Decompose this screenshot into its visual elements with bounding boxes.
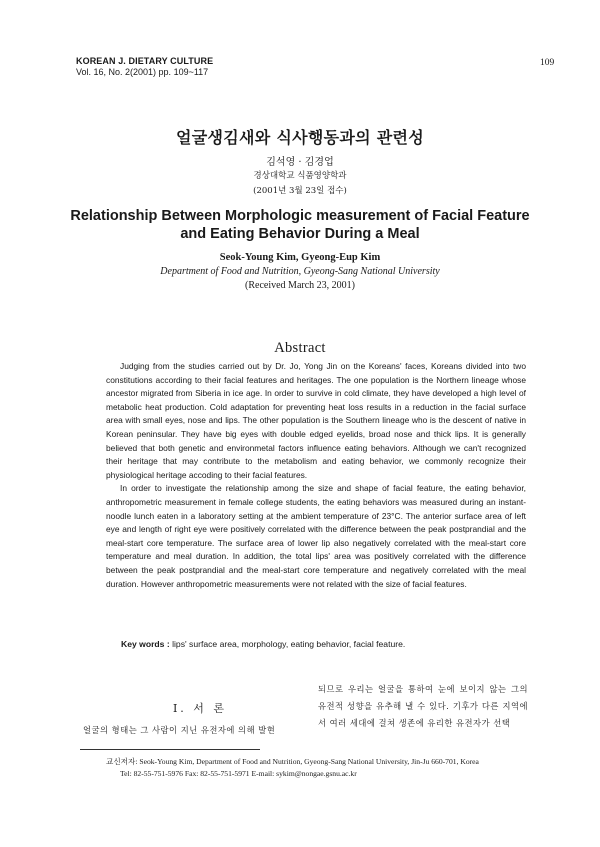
body-text-left-column: 얼굴의 형태는 그 사람이 지닌 유전자에 의해 발현 <box>83 725 276 735</box>
keywords-list: lips' surface area, morphology, eating behavior, facial feature. <box>172 639 406 649</box>
footnote-author-line: 교신저자: Seok-Young Kim, Department of Food and Nutrition, Gyeong-Sang National University, Jin-Ju 660-701, Korea <box>106 757 479 766</box>
footnote-divider <box>80 749 260 750</box>
korean-received-date: (2001년 3월 23일 접수) <box>253 186 347 196</box>
keywords <box>121 639 526 649</box>
section-heading-introduction: I. 서 론 <box>172 702 228 715</box>
korean-title: 얼굴생김새와 식사행동과의 관련성 <box>175 128 425 147</box>
english-affiliation: Department of Food and Nutrition, Gyeong-Sang National University <box>160 266 440 277</box>
footnote-contact-line: Tel: 82-55-751-5976 Fax: 82-55-751-5971 E-mail: sykim@nongae.gsnu.ac.kr <box>120 769 357 778</box>
abstract-paragraph: In order to investigate the relationship among the size and shape of facial feature, the eating behavior, anthropometric measurement in female college students, the eating behaviors was measured during an instant-noodle lunch eaten in a laboratory setting at the ambient temperature of 23°C. The anterior surface area of left eye and length of right eye were positively correlated with the difference between the peak postprandial and the meal-start core temperature. The surface area of lower lip also negatively correlated with the meal-start core temperature and meal duration. In addition, the total lips' area was positively correlated with the difference between the peak postprandial and the meal-start core temperature and negatively correlated with the meal duration. However anthropometric measurements were not related with the size of facial features. <box>106 483 526 589</box>
korean-affiliation: 경상대학교 식품영양학과 <box>253 171 347 181</box>
abstract-paragraph: Judging from the studies carried out by Dr. Jo, Yong Jin on the Koreans' faces, Koreans divided into two constitutions according to their facial features and heritages. The one population is the Northern lineage whose ancestor migrated from Siberia in ice age. In order to survive in cold climate, they have developed a high level of metabolic heat production. Cold adaptation for preventing heat loss results in a reduction in the facial surface area with small eyes, nose and lips. The other population is the Southern lineage who is the descent of native in Korean peninsular. They have big eyes with double edged eyelids, broad nose and thick lips. It is generally believed that both genetic and environmetal factors influence eating behaviors. Although we can't recognized their heritage that may contribute to the metabolism and eating behavior, we commonly recognize their physiological heritage accoding to their facial features. <box>106 361 526 480</box>
abstract-body <box>106 360 526 591</box>
abstract-heading: Abstract <box>274 340 326 356</box>
journal-volume: Vol. 16, No. 2(2001) pp. 109~117 <box>76 67 209 77</box>
english-authors: Seok-Young Kim, Gyeong-Eup Kim <box>219 252 381 263</box>
english-title: Relationship Between Morphologic measurement of Facial Feature and Eating Behavior During a Meal <box>70 208 530 242</box>
english-received-date: (Received March 23, 2001) <box>245 280 355 291</box>
page-number: 109 <box>540 58 555 68</box>
korean-authors: 김석영 · 김경업 <box>266 157 334 168</box>
body-text-right-column: 되므로 우리는 얼굴을 통하여 눈에 보이지 않는 그의 유전적 성향을 유추해 낼 수 있다. 기후가 다른 지역에서 여러 세대에 걸쳐 생존에 유리한 유전자가 선택 <box>318 684 528 728</box>
journal-name: KOREAN J. DIETARY CULTURE <box>76 56 214 66</box>
correspondence-footnote <box>106 756 546 780</box>
keywords-label: Key words : <box>121 639 170 649</box>
journal-header <box>76 56 213 78</box>
